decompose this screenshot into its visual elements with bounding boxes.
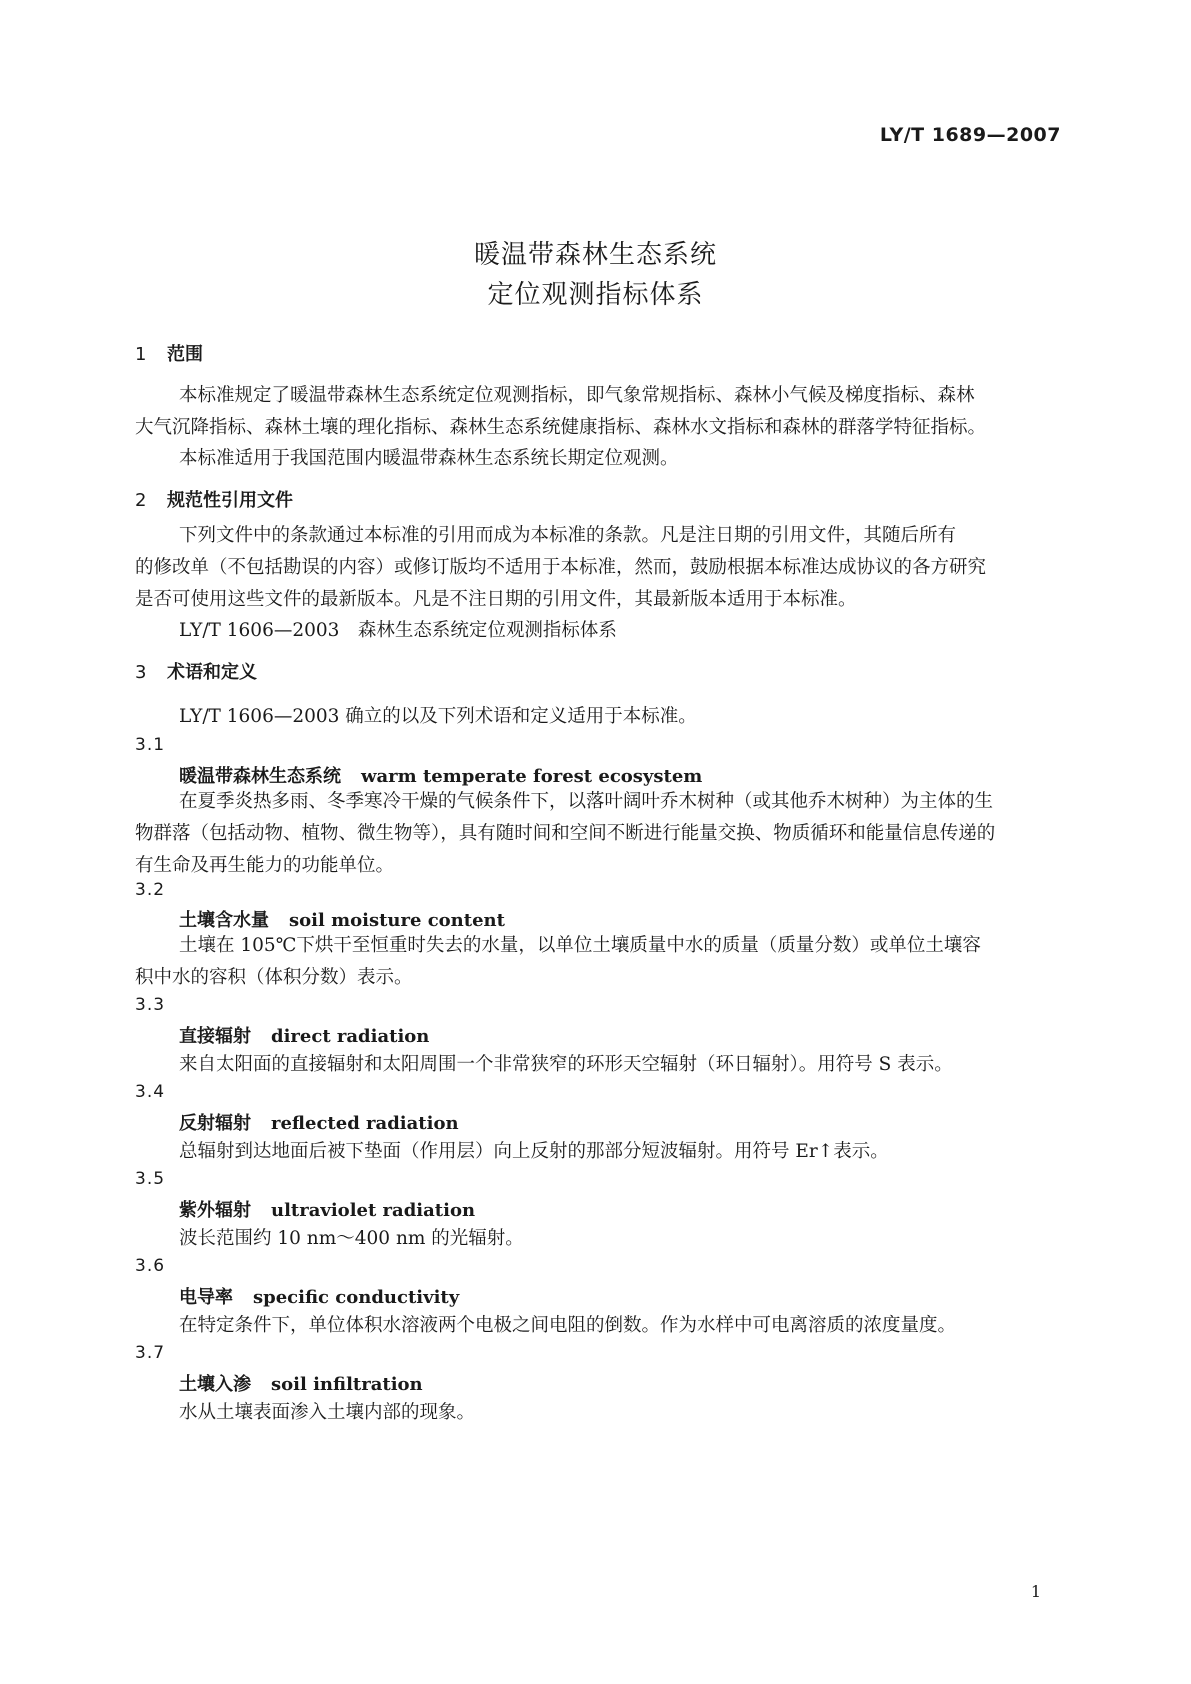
term-en: direct radiation bbox=[271, 1026, 430, 1047]
term-en: soil infiltration bbox=[271, 1374, 423, 1395]
paragraph-line: 下列文件中的条款通过本标准的引用而成为本标准的条款。凡是注日期的引用文件，其随后所有 bbox=[179, 525, 957, 546]
term-definition: 水从土壤表面渗入土壤内部的现象。 bbox=[179, 1402, 476, 1423]
term-heading bbox=[179, 1370, 423, 1396]
document-title-line-2: 定位观测指标体系 bbox=[487, 280, 704, 310]
paragraph-line: 本标准规定了暖温带森林生态系统定位观测指标，即气象常规指标、森林小气候及梯度指标、森林 bbox=[179, 385, 975, 406]
paragraph-line: 是否可使用这些文件的最新版本。凡是不注日期的引用文件，其最新版本适用于本标准。 bbox=[135, 589, 857, 610]
section-title: 范围 bbox=[167, 344, 203, 365]
term-en: ultraviolet radiation bbox=[271, 1200, 476, 1221]
clause-number: 3.7 bbox=[135, 1343, 166, 1363]
term-zh: 直接辐射 bbox=[179, 1026, 251, 1047]
definition-line: 积中水的容积（体积分数）表示。 bbox=[135, 967, 413, 988]
term-en: soil moisture content bbox=[289, 910, 505, 931]
section-number: 2 bbox=[135, 490, 147, 511]
term-zh: 电导率 bbox=[179, 1287, 233, 1308]
term-definition bbox=[135, 786, 1065, 882]
definition-line: 土壤在 105℃下烘干至恒重时失去的水量，以单位土壤质量中水的质量（质量分数）或单位土壤容 bbox=[179, 935, 981, 956]
term-zh: 暖温带森林生态系统 bbox=[179, 766, 341, 787]
term-definition: 波长范围约 10 nm～400 nm 的光辐射。 bbox=[179, 1228, 524, 1249]
clause-number: 3.2 bbox=[135, 880, 166, 900]
term-en: reflected radiation bbox=[271, 1113, 459, 1134]
document-title-line-1: 暖温带森林生态系统 bbox=[473, 240, 717, 270]
term-en: specific conductivity bbox=[253, 1287, 460, 1308]
term-zh: 土壤含水量 bbox=[179, 910, 269, 931]
term-heading bbox=[179, 906, 505, 932]
section-title: 术语和定义 bbox=[167, 662, 257, 683]
term-en: warm temperate forest ecosystem bbox=[361, 766, 703, 787]
paragraph bbox=[135, 380, 1065, 444]
term-definition bbox=[135, 930, 1065, 994]
term-heading bbox=[179, 1196, 475, 1222]
page-number: 1 bbox=[1030, 1582, 1041, 1601]
paragraph bbox=[135, 520, 1065, 616]
term-definition: 来自太阳面的直接辐射和太阳周围一个非常狭窄的环形天空辐射（环日辐射）。用符号 S 表示。 bbox=[179, 1054, 953, 1075]
term-definition: 在特定条件下，单位体积水溶液两个电极之间电阻的倒数。作为水样中可电离溶质的浓度量度。 bbox=[179, 1315, 957, 1336]
standard-code: LY/T 1689—2007 bbox=[879, 124, 1061, 146]
section-heading bbox=[135, 658, 257, 684]
clause-number: 3.6 bbox=[135, 1256, 166, 1276]
paragraph: LY/T 1606—2003 确立的以及下列术语和定义适用于本标准。 bbox=[179, 706, 697, 727]
term-heading bbox=[179, 762, 702, 788]
term-zh: 紫外辐射 bbox=[179, 1200, 251, 1221]
section-title: 规范性引用文件 bbox=[167, 490, 293, 511]
term-zh: 土壤入渗 bbox=[179, 1374, 251, 1395]
clause-number: 3.3 bbox=[135, 995, 166, 1015]
definition-line: 物群落（包括动物、植物、微生物等），具有随时间和空间不断进行能量交换、物质循环和能量信息传递的 bbox=[135, 823, 996, 844]
definition-line: 在夏季炎热多雨、冬季寒冷干燥的气候条件下，以落叶阔叶乔木树种（或其他乔木树种）为主体的生 bbox=[179, 791, 994, 812]
term-definition: 总辐射到达地面后被下垫面（作用层）向上反射的那部分短波辐射。用符号 Er↑表示。 bbox=[179, 1141, 889, 1162]
term-heading bbox=[179, 1109, 459, 1135]
section-heading bbox=[135, 486, 293, 512]
paragraph-line: 的修改单（不包括勘误的内容）或修订版均不适用于本标准，然而，鼓励根据本标准达成协议的各方研究 bbox=[135, 557, 987, 578]
section-number: 3 bbox=[135, 662, 147, 683]
term-zh: 反射辐射 bbox=[179, 1113, 251, 1134]
clause-number: 3.5 bbox=[135, 1169, 166, 1189]
paragraph-line: 大气沉降指标、森林土壤的理化指标、森林生态系统健康指标、森林水文指标和森林的群落学特征指标。 bbox=[135, 417, 987, 438]
definition-line: 有生命及再生能力的功能单位。 bbox=[135, 855, 395, 876]
clause-number: 3.4 bbox=[135, 1082, 166, 1102]
term-heading bbox=[179, 1283, 459, 1309]
section-heading bbox=[135, 340, 203, 366]
clause-number: 3.1 bbox=[135, 735, 166, 755]
section-number: 1 bbox=[135, 344, 147, 365]
paragraph: 本标准适用于我国范围内暖温带森林生态系统长期定位观测。 bbox=[179, 448, 679, 469]
term-heading bbox=[179, 1022, 429, 1048]
normative-reference: LY/T 1606—2003 森林生态系统定位观测指标体系 bbox=[179, 620, 617, 641]
